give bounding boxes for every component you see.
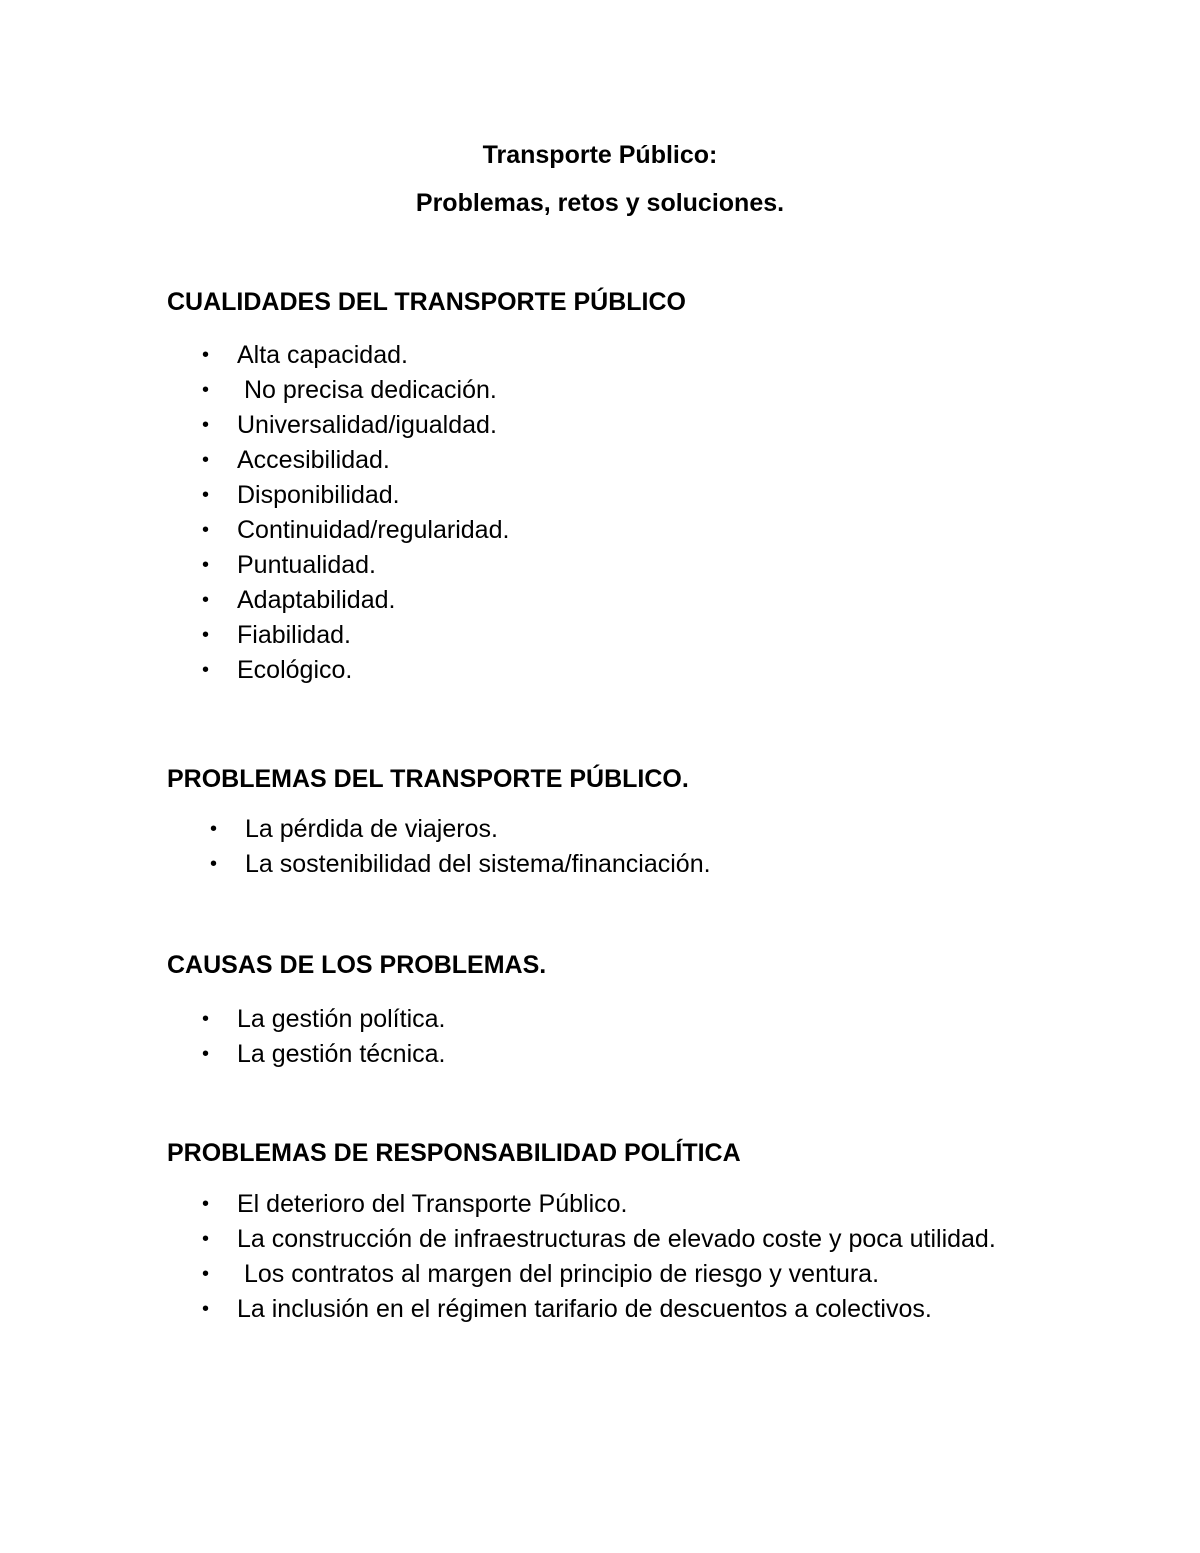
list-item: • Fiabilidad. <box>0 618 509 653</box>
bullet-icon: • <box>202 1298 210 1320</box>
list-problemas <box>0 812 711 882</box>
bullet-icon: • <box>210 853 218 875</box>
list-item: • El deterioro del Transporte Público. <box>0 1187 1034 1222</box>
bullet-icon: • <box>202 449 210 471</box>
section-heading-problemas: PROBLEMAS DEL TRANSPORTE PÚBLICO. <box>167 765 689 793</box>
document-title: Transporte Público: <box>482 141 718 169</box>
section-heading-causas: CAUSAS DE LOS PROBLEMAS. <box>167 951 547 979</box>
bullet-icon: • <box>202 1263 210 1285</box>
section-heading-cualidades: CUALIDADES DEL TRANSPORTE PÚBLICO <box>167 288 687 316</box>
bullet-icon: • <box>202 519 210 541</box>
bullet-icon: • <box>202 1043 210 1065</box>
list-item: • La pérdida de viajeros. <box>0 812 711 847</box>
bullet-icon: • <box>202 1228 210 1250</box>
list-item: • No precisa dedicación. <box>0 373 509 408</box>
list-causas <box>0 1002 445 1072</box>
bullet-icon: • <box>202 414 210 436</box>
list-item: • La sostenibilidad del sistema/financiación. <box>0 847 711 882</box>
bullet-icon: • <box>202 589 210 611</box>
document-subtitle: Problemas, retos y soluciones. <box>415 189 785 217</box>
bullet-icon: • <box>202 344 210 366</box>
bullet-icon: • <box>202 484 210 506</box>
list-item: • La gestión política. <box>0 1002 445 1037</box>
bullet-icon: • <box>202 659 210 681</box>
bullet-icon: • <box>202 1008 210 1030</box>
list-item: • La construcción de infraestructuras de elevado coste y poca utilidad. <box>0 1222 1034 1257</box>
list-item: • Ecológico. <box>0 653 509 688</box>
list-item: • La gestión técnica. <box>0 1037 445 1072</box>
list-item: • Alta capacidad. <box>0 338 509 373</box>
section-heading-responsabilidad: PROBLEMAS DE RESPONSABILIDAD POLÍTICA <box>167 1139 741 1167</box>
list-item: • Puntualidad. <box>0 548 509 583</box>
bullet-icon: • <box>202 379 210 401</box>
list-item: • Accesibilidad. <box>0 443 509 478</box>
list-item: • Los contratos al margen del principio de riesgo y ventura. <box>0 1257 1034 1292</box>
list-item: • Universalidad/igualdad. <box>0 408 509 443</box>
bullet-icon: • <box>202 624 210 646</box>
list-cualidades <box>0 338 509 688</box>
bullet-icon: • <box>202 1193 210 1215</box>
bullet-icon: • <box>202 554 210 576</box>
bullet-icon: • <box>210 818 218 840</box>
list-item: • Adaptabilidad. <box>0 583 509 618</box>
list-item: • Continuidad/regularidad. <box>0 513 509 548</box>
list-item: • La inclusión en el régimen tarifario de descuentos a colectivos. <box>0 1292 1034 1327</box>
list-item: • Disponibilidad. <box>0 478 509 513</box>
list-responsabilidad <box>0 1187 1034 1327</box>
